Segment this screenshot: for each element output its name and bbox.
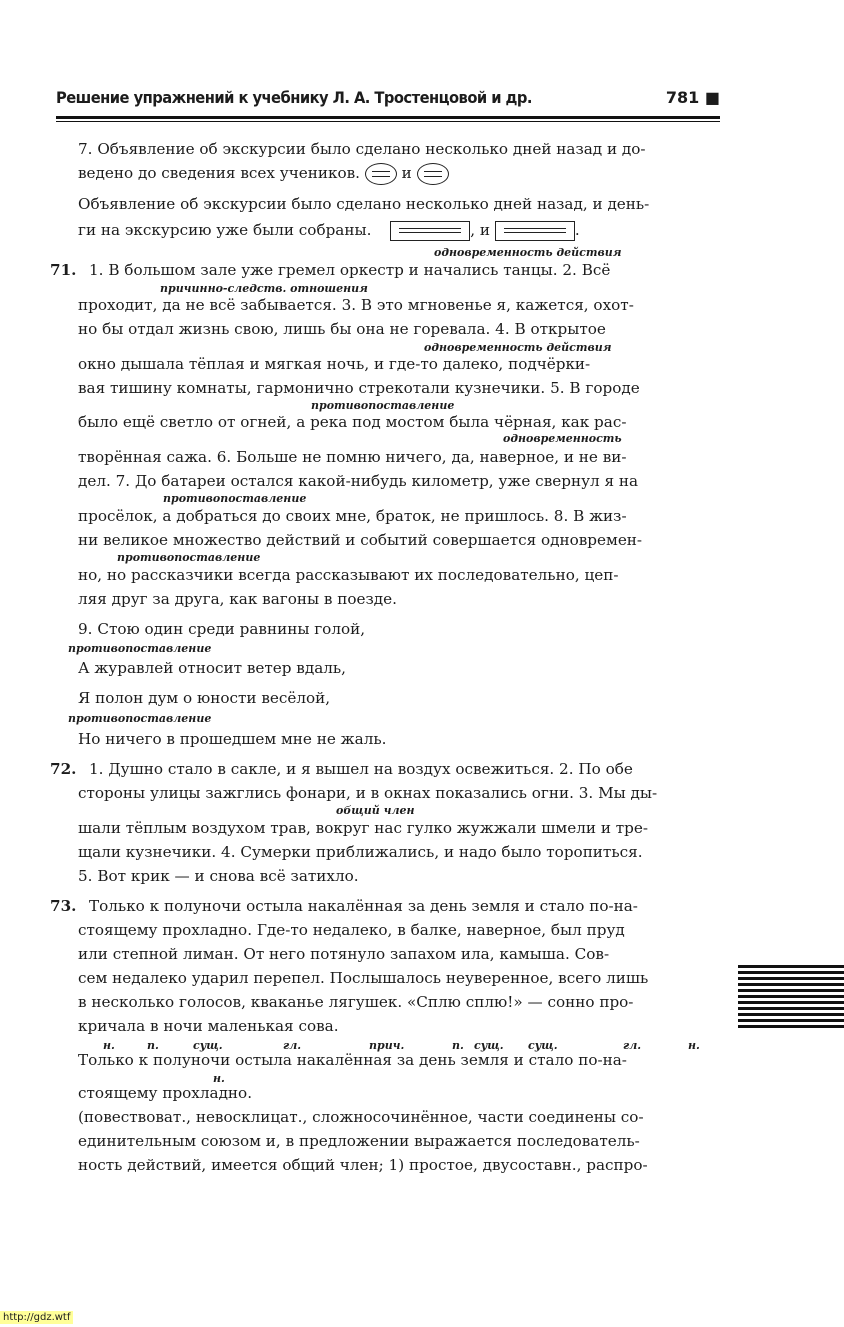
text-line: 5. Вот крик — и снова всё затихло.	[78, 867, 359, 885]
exercise-number: 73.	[50, 897, 77, 915]
text-line	[78, 163, 449, 185]
annotation: причинно-следств. отношения	[160, 282, 368, 295]
page-header	[56, 88, 720, 114]
text-line: стороны улицы зажглись фонари, и в окнах показались огни. 3. Мы ды-	[78, 784, 658, 802]
text-line: проходит, да не всё забывается. 3. В это мгновенье я, кажется, охот-	[78, 296, 634, 314]
text-line: (повествоват., невосклицат., сложносочинённое, части соединены со-	[78, 1108, 644, 1126]
text-line: щали кузнечики. 4. Сумерки приближались, и надо было торопиться.	[78, 843, 643, 861]
text-line: окно дышала тёплая и мягкая ночь, и где-то далеко, подчёрки-	[78, 355, 591, 373]
annotation: противопоставление	[117, 551, 261, 564]
thumb-index-stripes	[738, 965, 844, 1031]
text-line: но бы отдал жизнь свою, лишь бы она не горевала. 4. В открытое	[78, 320, 606, 338]
text-span: ги на экскурсию уже были собраны.	[78, 221, 372, 239]
annotation: общий член	[336, 804, 415, 817]
clause-scheme-box	[495, 221, 575, 241]
annotation: противопоставление	[68, 712, 212, 725]
pos-label: гл.	[283, 1039, 302, 1052]
text-line: или степной лиман. От него потянуло запахом ила, камыша. Сов-	[78, 945, 610, 963]
page-number: 781 ■	[665, 88, 720, 107]
text-line: 1. Душно стало в сакле, и я вышел на воздух освежиться. 2. По обе	[89, 760, 633, 778]
text-line: 1. В большом зале уже гремел оркестр и начались танцы. 2. Всё	[89, 261, 611, 279]
pos-label: н.	[688, 1039, 700, 1052]
text-line: кричала в ночи маленькая сова.	[78, 1017, 339, 1035]
exercise-number: 72.	[50, 760, 77, 778]
poem-line: Я полон дум о юности весёлой,	[78, 689, 331, 707]
parsed-sentence-line: стоящему прохладно.	[78, 1084, 253, 1102]
text-line: стоящему прохладно. Где-то недалеко, в балке, наверное, был пруд	[78, 921, 625, 939]
pos-label: прич.	[369, 1039, 405, 1052]
text-line: сем недалеко ударил перепел. Послышалось неуверенное, всего лишь	[78, 969, 649, 987]
running-title: Решение упражнений к учебнику Л. А. Тростенцовой и др.	[56, 88, 532, 107]
annotation: противопоставление	[68, 642, 212, 655]
text-line: 7. Объявление об экскурсии было сделано несколько дней назад и до-	[78, 140, 646, 158]
text-line: творённая сажа. 6. Больше не помню ничего, да, наверное, и не ви-	[78, 448, 627, 466]
pos-label: сущ.	[193, 1039, 223, 1052]
text-line: ни великое множество действий и событий совершается одновремен-	[78, 531, 643, 549]
text-line: вая тишину комнаты, гармонично стрекотали кузнечики. 5. В городе	[78, 379, 640, 397]
poem-line: Но ничего в прошедшем мне не жаль.	[78, 730, 387, 748]
clause-scheme-box	[390, 221, 470, 241]
text-line: Объявление об экскурсии было сделано несколько дней назад, и день-	[78, 195, 650, 213]
text-line: ность действий, имеется общий член; 1) простое, двусоставн., распро-	[78, 1156, 648, 1174]
pos-label: сущ.	[474, 1039, 504, 1052]
annotation: одновременность действия	[424, 341, 612, 354]
parsed-sentence-line: Только к полуночи остыла накалённая за день земля и стало по-на-	[78, 1051, 627, 1069]
pos-label: сущ.	[528, 1039, 558, 1052]
pos-label: п.	[452, 1039, 464, 1052]
text-line: дел. 7. До батареи остался какой-нибудь километр, уже свернул я на	[78, 472, 639, 490]
header-rule	[56, 116, 720, 119]
text-line: в несколько голосов, кваканье лягушек. «Сплю сплю!» — сонно про-	[78, 993, 634, 1011]
pos-label: н.	[103, 1039, 115, 1052]
text-line: просёлок, а добраться до своих мне, браток, не пришлось. 8. В жиз-	[78, 507, 627, 525]
text-line: но, но рассказчики всегда рассказывают их последовательно, цеп-	[78, 566, 619, 584]
pos-label: гл.	[623, 1039, 642, 1052]
pos-label: п.	[147, 1039, 159, 1052]
annotation: противопоставление	[311, 399, 455, 412]
exercise-number: 71.	[50, 261, 77, 279]
annotation: одновременность	[503, 432, 622, 445]
text-line: Только к полуночи остыла накалённая за день земля и стало по-на-	[89, 897, 638, 915]
annotation: одновременность действия	[434, 246, 622, 259]
conj: , и	[470, 221, 491, 239]
text-line: шали тёплым воздухом трав, вокруг нас гулко жужжали шмели и тре-	[78, 819, 649, 837]
annotation: противопоставление	[163, 492, 307, 505]
conj: и	[401, 164, 412, 182]
predicate-scheme-icon	[365, 163, 397, 185]
poem-line: А журавлей относит ветер вдаль,	[78, 659, 346, 677]
watermark-link[interactable]: http://gdz.wtf	[0, 1311, 73, 1324]
pos-label: н.	[213, 1072, 225, 1085]
text-span: ведено до сведения всех учеников.	[78, 164, 360, 182]
text-line: единительным союзом и, в предложении выражается последователь-	[78, 1132, 640, 1150]
dot: .	[574, 221, 580, 239]
text-line: ляя друг за друга, как вагоны в поезде.	[78, 590, 397, 608]
header-rule-thin	[56, 121, 720, 122]
poem-line: 9. Стою один среди равнины голой,	[78, 620, 366, 638]
text-line	[78, 220, 580, 241]
text-line: было ещё светло от огней, а река под мостом была чёрная, как рас-	[78, 413, 627, 431]
predicate-scheme-icon	[417, 163, 449, 185]
